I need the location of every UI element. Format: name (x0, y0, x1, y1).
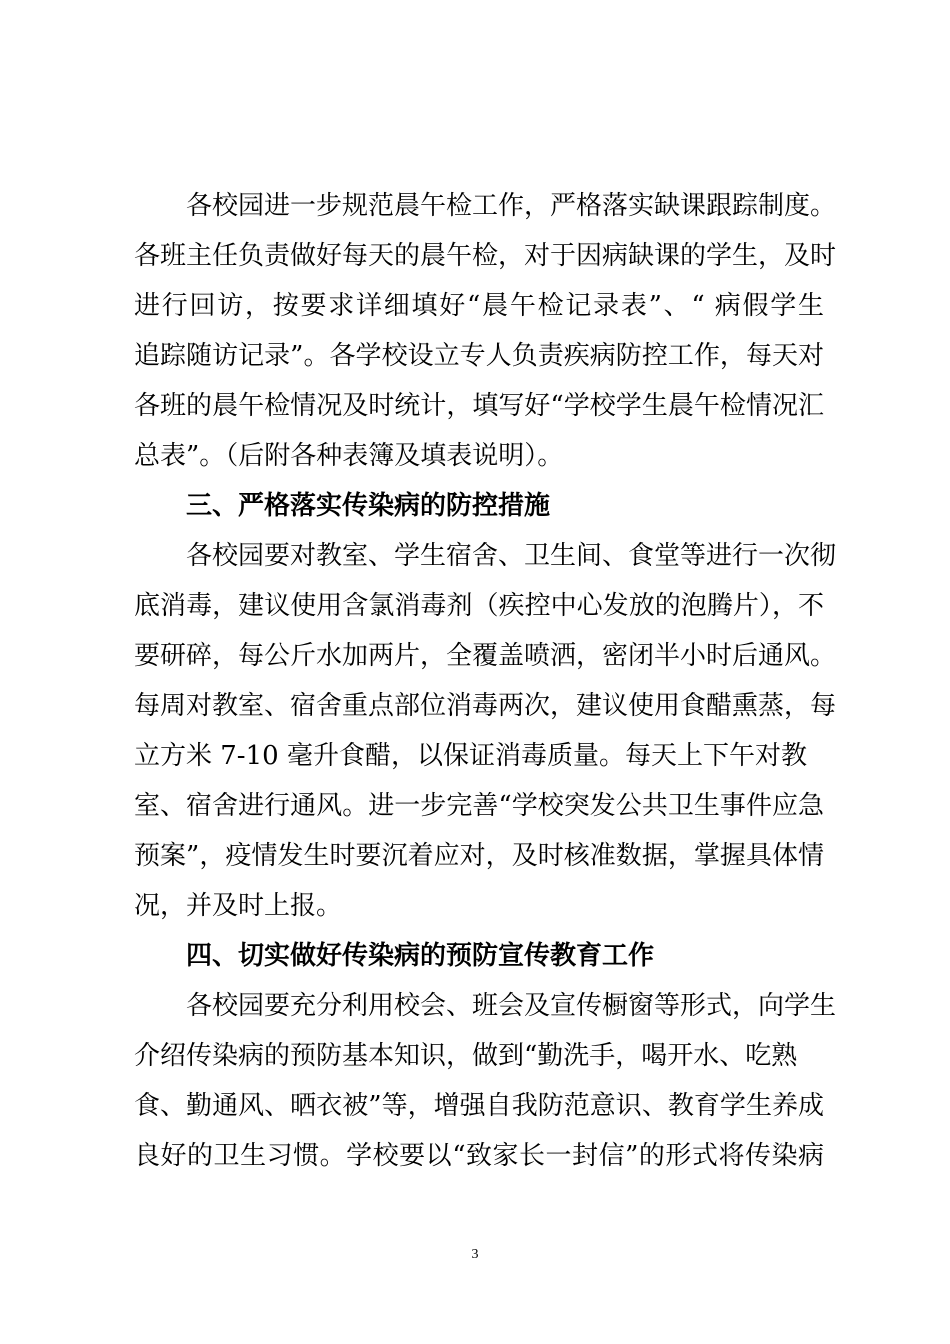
paragraph-3-line-3: 食、勤通风、晒衣被”等，增强自我防范意识、教育学生养成 (134, 1091, 824, 1121)
paragraph-2-line-5: 立方米 7-10 毫升食醋，以保证消毒质量。每天上下午对教 (134, 741, 807, 771)
paragraph-2-line-7: 预案”，疫情发生时要沉着应对，及时核准数据，掌握具体情 (134, 841, 824, 871)
paragraph-2-line-2: 底消毒，建议使用含氯消毒剂（疾控中心发放的泡腾片），不 (134, 591, 824, 621)
paragraph-2-line-6: 室、宿舍进行通风。进一步完善“学校突发公共卫生事件应急 (134, 791, 824, 821)
paragraph-1-line-6: 总表”。（后附各种表簿及填表说明）。 (134, 441, 564, 471)
paragraph-3-line-4: 良好的卫生习惯。学校要以“致家长一封信”的形式将传染病 (134, 1141, 824, 1171)
paragraph-1-line-1: 各校园进一步规范晨午检工作，严格落实缺课跟踪制度。 (186, 191, 837, 221)
paragraph-1-line-5: 各班的晨午检情况及时统计，填写好“学校学生晨午检情况汇 (134, 391, 824, 421)
paragraph-1-line-4: 追踪随访记录”。各学校设立专人负责疾病防控工作，每天对 (134, 341, 824, 371)
page-number: 3 (471, 1247, 479, 1262)
paragraph-2-line-8: 况，并及时上报。 (134, 891, 343, 921)
section-heading-4: 四、切实做好传染病的预防宣传教育工作 (186, 941, 655, 971)
paragraph-3-line-1: 各校园要充分利用校会、班会及宣传橱窗等形式，向学生 (186, 991, 837, 1021)
paragraph-2-line-4: 每周对教室、宿舍重点部位消毒两次，建议使用食醋熏蒸，每 (134, 691, 837, 721)
paragraph-1-line-2: 各班主任负责做好每天的晨午检，对于因病缺课的学生，及时 (134, 241, 837, 271)
paragraph-2-line-3: 要研碎，每公斤水加两片，全覆盖喷洒，密闭半小时后通风。 (134, 641, 837, 671)
paragraph-2-line-1: 各校园要对教室、学生宿舍、卫生间、食堂等进行一次彻 (186, 541, 837, 571)
section-heading-3: 三、严格落实传染病的防控措施 (186, 491, 551, 521)
paragraph-3-line-2: 介绍传染病的预防基本知识，做到“勤洗手，喝开水、吃熟 (134, 1041, 798, 1071)
paragraph-1-line-3: 进行回访，按要求详细填好“晨午检记录表”、“ 病假学生 (134, 291, 824, 321)
